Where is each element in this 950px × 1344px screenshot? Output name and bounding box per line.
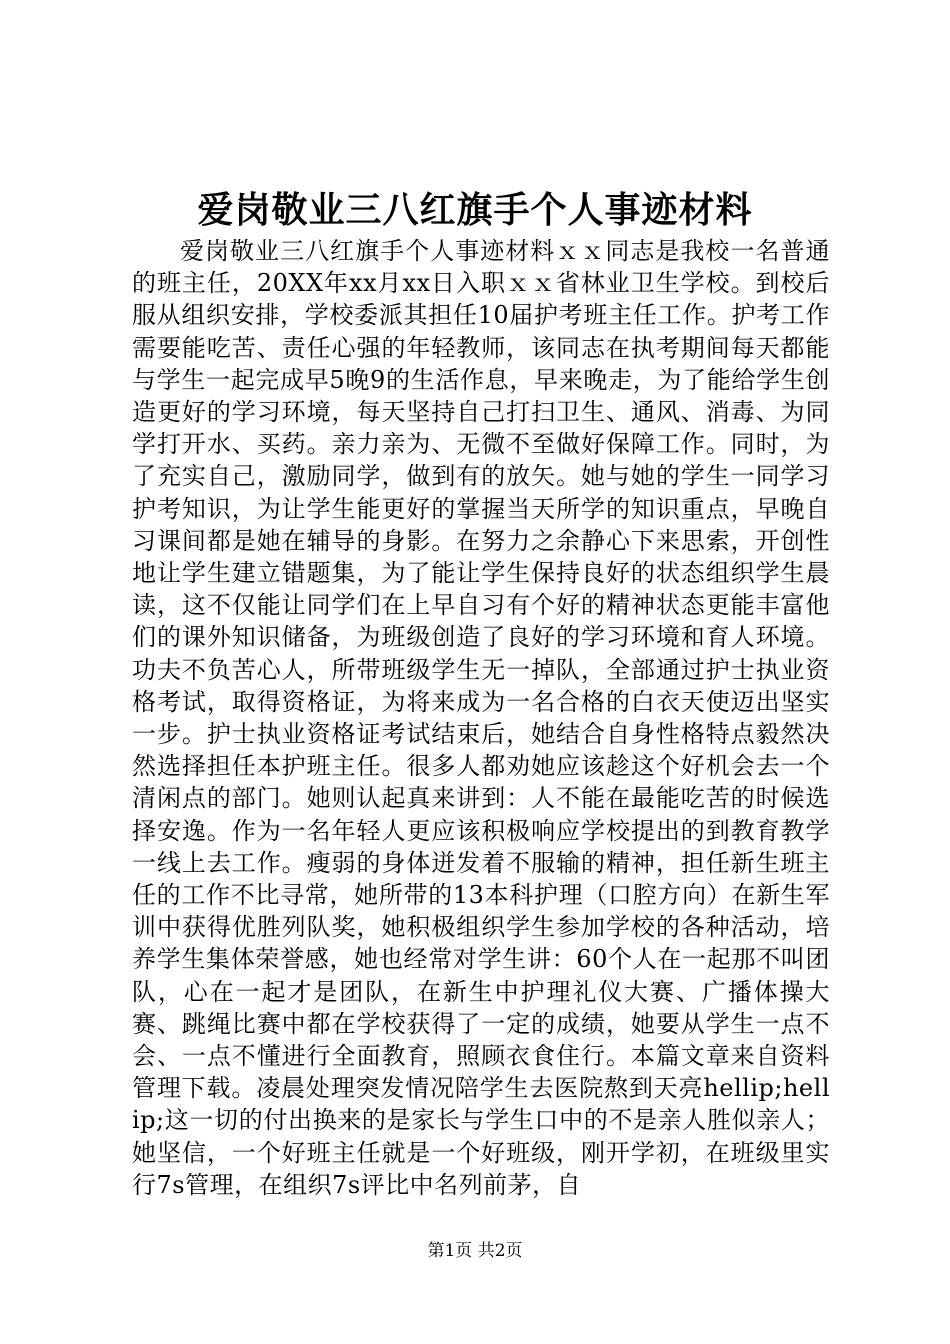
page-number-footer: 第1页 共2页	[427, 1241, 523, 1261]
document-body-paragraph: 爱岗敬业三八红旗手个人事迹材料ｘｘ同志是我校一名普通的班主任，20XX年xx月xx日入职ｘｘ省林业卫生学校。到校后服从组织安排，学校委派其担任10届护考班主任工作。护考工作需要能吃苦、责任心强的年轻教师，该同志在执考期间每天都能与学生一起完成早5晚9的生活作息，早来晚走，为了能给学生创造更好的学习环境，每天坚持自己打扫卫生、通风、消毒、为同学打开水、买药。亲力亲为、无微不至做好保障工作。同时，为了充实自己，激励同学，做到有的放矢。她与她的学生一同学习护考知识，为让学生能更好的掌握当天所学的知识重点，早晚自习课间都是她在辅导的身影。在努力之余静心下来思索，开创性地让学生建立错题集，为了能让学生保持良好的状态组织学生晨读，这不仅能让同学们在上早自习有个好的精神状态更能丰富他们的课外知识储备，为班级创造了良好的学习环境和育人环境。功夫不负苦心人，所带班级学生无一掉队，全部通过护士执业资格考试，取得资格证，为将来成为一名合格的白衣天使迈出坚实一步。护士执业资格证考试结束后，她结合自身性格特点毅然决然选择担任本护班主任。很多人都劝她应该趁这个好机会去一个清闲点的部门。她则认起真来讲到：人不能在最能吃苦的时候选择安逸。作为一名年轻人更应该积极响应学校提出的到教育教学一线上去工作。瘦弱的身体迸发着不服输的精神，担任新生班主任的工作不比寻常，她所带的13本科护理（口腔方向）在新生军训中获得优胜列队奖，她积极组织学生参加学校的各种活动，培养学生集体荣誉感，她也经常对学生讲：60个人在一起那不叫团队，心在一起才是团队，在新生中护理礼仪大赛、广播体操大赛、跳绳比赛中都在学校获得了一定的成绩，她要从学生一点不会、一点不懂进行全面教育，照顾衣食住行。本篇文章来自资料管理下载。凌晨处理突发情况陪学生去医院熬到天亮hellip;hellip;这一切的付出换来的是家长与学生口中的不是亲人胜似亲人；她坚信，一个好班主任就是一个好班级，刚开学初，在班级里实行7s管理，在组织7s评比中名列前茅，自	[132, 237, 830, 1199]
document-title: 爱岗敬业三八红旗手个人事迹材料	[197, 189, 753, 231]
